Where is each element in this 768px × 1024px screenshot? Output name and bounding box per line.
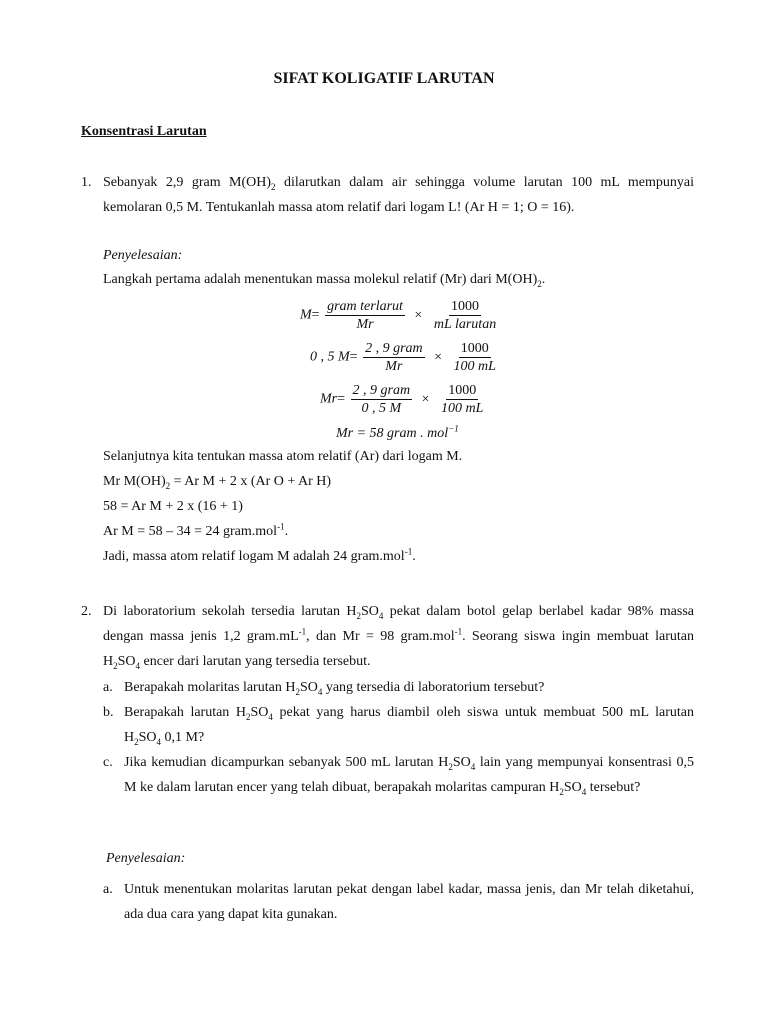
question-b: b. Berapakah larutan $H_2SO_4$ pekat yang harus diambil oleh siswa untuk membuat 500 mL larutan $H_2SO_4$ 0,1 M? — [103, 705, 694, 747]
equation-1: M= $\frac{\text{gram terlarut}}{Mr}$ × $\frac{1000}{\text{mL larutan}}$ — [300, 299, 497, 332]
solution-label-2: Penyelesaian: — [106, 851, 186, 866]
problem-1 — [81, 170, 694, 220]
equation-4: Mr = 58 gram . mol$^{-1}$ — [336, 423, 459, 441]
question-c: c. Jika kemudian dicampurkan sebanyak 500 mL larutan $H_2SO_4$ lain yang mempunyai konsentrasi 0,5 M ke dalam larutan encer yang telah dibuat, berapakah molaritas campuran $H_2SO_4$ tersebut? — [103, 755, 694, 797]
step-1-text: Langkah pertama adalah menentukan massa molekul relatif (Mr) dari $M(OH)_2$. — [103, 272, 546, 289]
calc-line-1: Mr $M(OH)_2 = Ar$ M + 2 x (Ar O + Ar H) — [103, 474, 332, 491]
solution-label: Penyelesaian: — [103, 248, 183, 263]
problem-1-text: Sebanyak 2,9 gram $M(OH)_2$ dilarutkan dalam air sehingga volume larutan 100 mL mempunyai kemolaran 0,5 M. Tentukanlah massa atom relatif dari logam L! (Ar H = 1; O = 16). — [103, 175, 694, 215]
equation-3: Mr= $\frac{\text{2 , 9 gram}}{0 , 5 M}$ × $\frac{1000}{100 mL}$ — [320, 383, 484, 416]
answer-a: a. Untuk menentukan molaritas larutan pekat dengan label kadar, massa jenis, dan Mr telah diketahui, ada dua cara yang dapat kita gunakan. — [103, 882, 694, 922]
step-2-text: Selanjutnya kita tentukan massa atom relatif (Ar) dari logam M. — [103, 449, 463, 464]
section-heading: Konsentrasi Larutan — [81, 124, 207, 139]
problem-2-text: Di laboratorium sekolah tersedia larutan $H_2SO_4$ pekat dalam botol gelap berlabel kadar 98% massa dengan massa jenis 1,2 $gram.mL^{-1}$, dan Mr = 98 gram.mol$^{-1}$. Seorang siswa ingin membuat larutan $H_2SO_4$ encer dari larutan yang tersedia tersebut. — [103, 604, 695, 671]
problem-number: 1. — [81, 175, 92, 190]
document-title: SIFAT KOLIGATIF LARUTAN — [273, 70, 495, 87]
question-a: a. Berapakah molaritas larutan $H_2SO_4$ yang tersedia di laboratorium tersebut? — [103, 680, 545, 697]
calc-line-3: Ar M = 58 – 34 = 24 gram.mol$^{-1}$. — [103, 521, 289, 539]
equation-2: 0 , 5 M= $\frac{\text{2 , 9 gram}}{Mr}$ × $\frac{1000}{100 mL}$ — [310, 341, 496, 374]
calc-line-2: 58 = Ar M + 2 x (16 + 1) — [103, 499, 243, 514]
problem-number: 2. — [81, 604, 92, 619]
conclusion-text: Jadi, massa atom relatif logam M adalah 24 gram.mol$^{-1}$. — [103, 546, 416, 564]
problem-2 — [81, 599, 694, 674]
